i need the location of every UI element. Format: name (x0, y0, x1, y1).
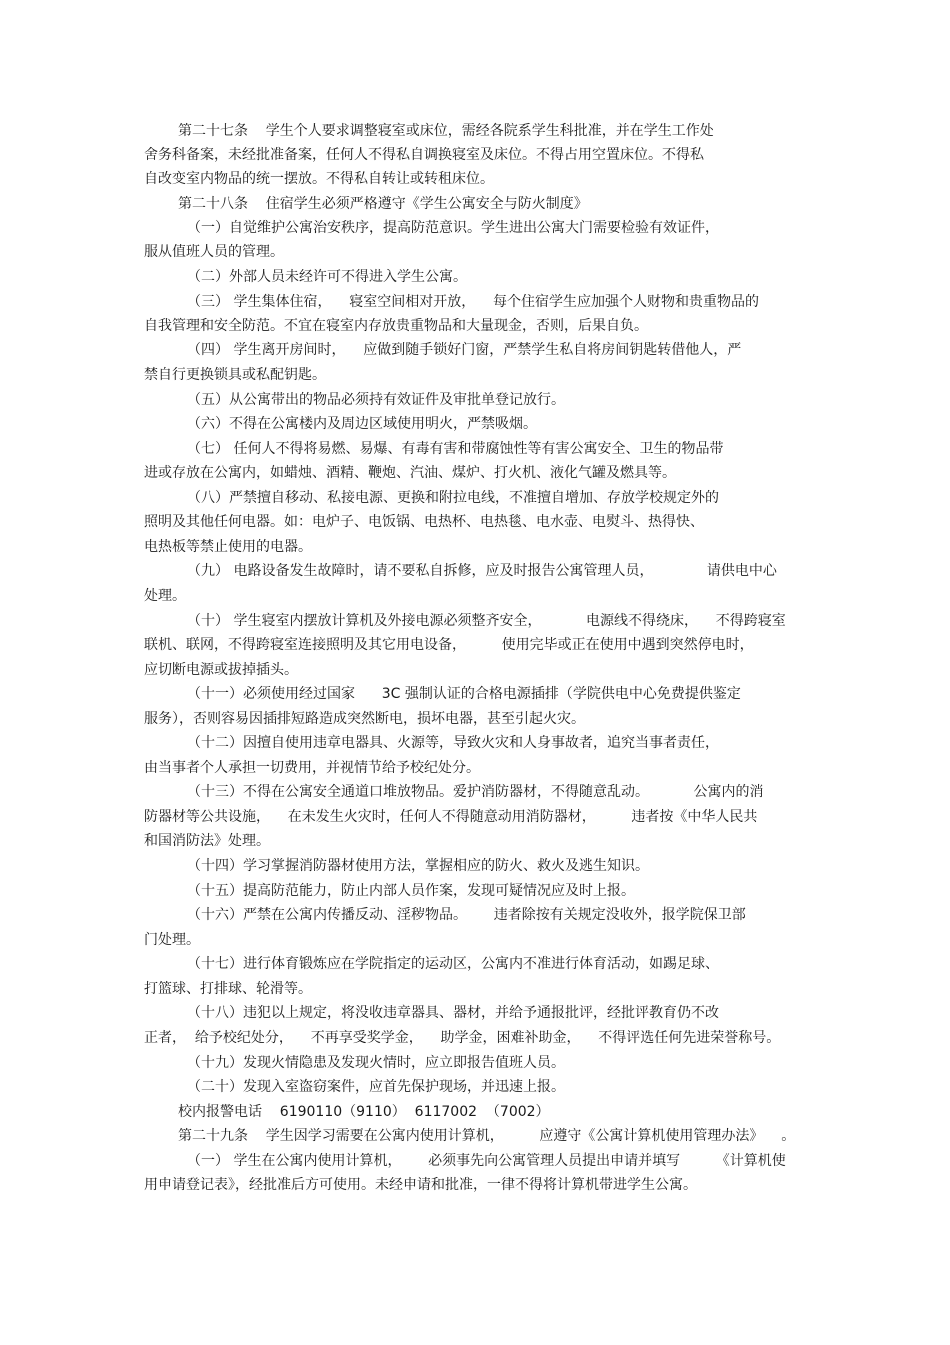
text-line: （三） 学生集体住宿， 寝室空间相对开放， 每个住宿学生应加强个人财物和贵重物品的 (187, 294, 760, 310)
text-line: （二十）发现入室盗窃案件，应首先保护现场，并迅速上报。 (187, 1079, 565, 1095)
text-line: 自我管理和安全防范。不宜在寝室内存放贵重物品和大量现金，否则，后果自负。 (144, 318, 648, 334)
text-line: （四） 学生离开房间时， 应做到随手锁好门窗，严禁学生私自将房间钥匙转借他人，严 (187, 342, 742, 358)
text-line: 正者， 给予校纪处分， 不再享受奖学金， 助学金，困难补助金， 不得评选任何先进荣誉称号。 (144, 1030, 781, 1046)
text-line: 照明及其他任何电器。如：电炉子、电饭锅、电热杯、电热毯、电水壶、电熨斗、热得快、 (144, 514, 704, 530)
text-line: （七） 任何人不得将易燃、易爆、有毒有害和带腐蚀性等有害公寓安全、卫生的物品带 (187, 441, 724, 457)
text-line: （十三）不得在公寓安全通道口堆放物品。爱护消防器材，不得随意乱动。 公寓内的消 (187, 784, 764, 800)
text-line: 服从值班人员的管理。 (144, 244, 284, 260)
text-line: 打篮球、打排球、轮滑等。 (144, 981, 312, 997)
text-line: （十四）学习掌握消防器材使用方法，掌握相应的防火、救火及逃生知识。 (187, 858, 649, 874)
text-line: 防器材等公共设施， 在未发生火灾时，任何人不得随意动用消防器材， 违者按《中华人民共 (144, 809, 758, 825)
text-line: 应切断电源或拔掉插头。 (144, 662, 298, 678)
text-line: （十） 学生寝室内摆放计算机及外接电源必须整齐安全， 电源线不得绕床， 不得跨寝室 (187, 613, 786, 629)
text-line: 进或存放在公寓内，如蜡烛、酒精、鞭炮、汽油、煤炉、打火机、液化气罐及燃具等。 (144, 465, 676, 481)
text-line: 第二十八条 住宿学生必须严格遵守《学生公寓安全与防火制度》 (178, 196, 588, 212)
text-line: （十六）严禁在公寓内传播反动、淫秽物品。 违者除按有关规定没收外，报学院保卫部 (187, 907, 746, 923)
text-line: （十七）进行体育锻炼应在学院指定的运动区，公寓内不准进行体育活动，如踢足球、 (187, 956, 719, 972)
text-line: （十五）提高防范能力，防止内部人员作案，发现可疑情况应及时上报。 (187, 883, 635, 899)
text-line: 第二十七条 学生个人要求调整寝室或床位，需经各院系学生科批准，并在学生工作处 (178, 123, 714, 139)
text-line: （二）外部人员未经许可不得进入学生公寓。 (187, 269, 467, 285)
text-line: 校内报警电话 6190110（9110） 6117002 （7002） (178, 1104, 550, 1120)
text-line: （十二）因擅自使用违章电器具、火源等，导致火灾和人身事故者，追究当事者责任， (187, 735, 719, 751)
text-line: 由当事者个人承担一切费用，并视情节给予校纪处分。 (144, 760, 480, 776)
text-line: 联机、联网，不得跨寝室连接照明及其它用电设备， 使用完毕或正在使用中遇到突然停电时， (144, 637, 754, 653)
text-line: 用申请登记表》，经批准后方可使用。未经申请和批准，一律不得将计算机带进学生公寓。 (144, 1177, 697, 1193)
text-line: 和国消防法》处理。 (144, 833, 270, 849)
text-line: 处理。 (144, 588, 186, 604)
text-line: （六）不得在公寓楼内及周边区域使用明火，严禁吸烟。 (187, 416, 537, 432)
text-line: （八）严禁擅自移动、私接电源、更换和附拉电线，不准擅自增加、存放学校规定外的 (187, 490, 719, 506)
text-line: （十九）发现火情隐患及发现火情时，应立即报告值班人员。 (187, 1055, 565, 1071)
text-line: 第二十九条 学生因学习需要在公寓内使用计算机， 应遵守《公寓计算机使用管理办法》 。 (178, 1128, 796, 1144)
text-line: （九） 电路设备发生故障时，请不要私自拆修，应及时报告公寓管理人员， 请供电中心 (187, 563, 777, 579)
text-line: （一） 学生在公寓内使用计算机， 必须事先向公寓管理人员提出申请并填写 《计算机使 (187, 1153, 786, 1169)
text-line: 电热板等禁止使用的电器。 (144, 539, 312, 555)
text-line: （十一）必须使用经过国家 3C 强制认证的合格电源插排（学院供电中心免费提供鉴定 (187, 686, 741, 702)
text-line: 自改变室内物品的统一摆放。不得私自转让或转租床位。 (144, 171, 494, 187)
text-line: 服务），否则容易因插排短路造成突然断电，损坏电器，甚至引起火灾。 (144, 711, 585, 727)
text-line: （一）自觉维护公寓治安秩序，提高防范意识。学生进出公寓大门需要检验有效证件， (187, 220, 719, 236)
text-line: 禁自行更换锁具或私配钥匙。 (144, 367, 326, 383)
text-line: （十八）违犯以上规定，将没收违章器具、器材，并给予通报批评，经批评教育仍不改 (187, 1005, 719, 1021)
text-line: 门处理。 (144, 932, 200, 948)
text-line: 舍务科备案，未经批准备案，任何人不得私自调换寝室及床位。不得占用空置床位。不得私 (144, 147, 704, 163)
text-line: （五）从公寓带出的物品必须持有效证件及审批单登记放行。 (187, 392, 565, 408)
